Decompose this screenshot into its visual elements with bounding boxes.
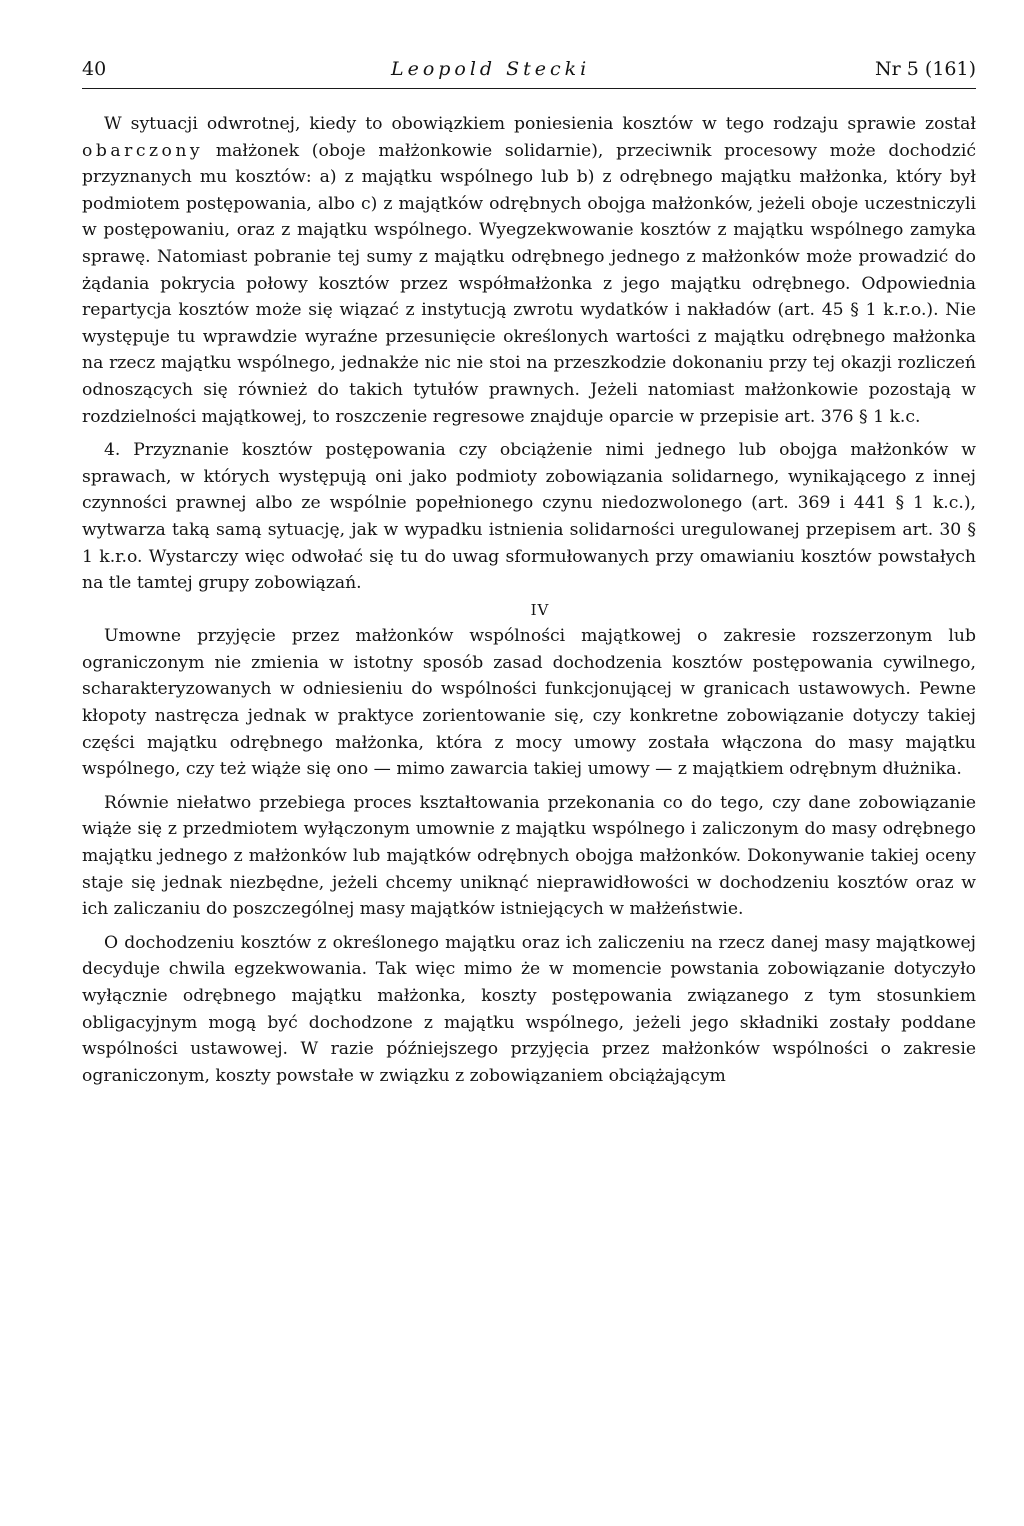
paragraph-3: Umowne przyjęcie przez małżonków wspólności majątkowej o zakresie rozszerzonym lub ograniczonym nie zmienia w istotny sposób zasad dochodzenia kosztów postępowania cywilnego, scharakteryzowanych w odniesieniu do wspólności funkcjonującej w granicach ustawowych. Pewne kłopoty nastręcza jednak w praktyce zorientowanie się, czy konkretne zobowiązanie dotyczy takiej części majątku odrębnego małżonka, która z mocy umowy została włączona do masy majątku wspólnego, czy też wiąże się ono — mimo zawarcia takiej umowy — z majątkiem odrębnym dłużnika.: [82, 626, 976, 780]
paragraph-1: [82, 111, 976, 430]
paragraph-1-part-2: małżonek (oboje małżonkowie solidarnie), przeciwnik procesowy może dochodzić przyznanych mu kosztów: a) z majątku wspólnego lub b) z odrębnego majątku małżonka, który był podmiotem postępowania, albo c) z majątków odrębnych obojga małżonków, jeżeli oboje uczestniczyli w postępowaniu, oraz z majątku wspólnego. Wyegzekwowanie kosztów z majątku wspólnego zamyka sprawę. Natomiast pobranie tej sumy z majątku odrębnego jednego z małżonków może prowadzić do żądania pokrycia połowy kosztów przez współmałżonka z jego majątku odrębnego. Odpowiednia repartycja kosztów może się wiązać z instytucją zwrotu wydatków i nakładów (art. 45 § 1 k.r.o.). Nie występuje tu wprawdzie wyraźne przesunięcie określonych wartości z majątku odrębnego małżonka na rzecz majątku wspólnego, jednakże nic nie stoi na przeszkodzie dokonaniu przy tej okazji rozliczeń odnoszących się również do takich tytułów prawnych. Jeżeli natomiast małżonkowie pozostają w rozdzielności majątkowej, to roszczenie regresowe znajduje oparcie w przepisie art. 376 § 1 k.c.: [82, 140, 976, 427]
paragraph-1-part-1: W sytuacji odwrotnej, kiedy to obowiązkiem poniesienia kosztów w tego rodzaju sprawie został: [104, 114, 976, 134]
emphasized-word: obarczony: [82, 140, 204, 161]
paragraph-4: Równie niełatwo przebiega proces kształtowania przekonania co do tego, czy dane zobowiązanie wiąże się z przedmiotem wyłączonym umownie z majątku wspólnego i zaliczonym do masy odrębnego majątku jednego z małżonków lub majątków odrębnych obojga małżonków. Dokonywanie takiej oceny staje się jednak niezbędne, jeżeli chcemy uniknąć nieprawidłowości w dochodzeniu kosztów oraz w ich zaliczaniu do poszczególnej masy majątków istniejących w małżeństwie.: [82, 792, 976, 920]
running-header: [82, 58, 976, 89]
paragraph-5: O dochodzeniu kosztów z określonego majątku oraz ich zaliczeniu na rzecz danej masy majątkowej decyduje chwila egzekwowania. Tak więc mimo że w momencie powstania zobowiązanie dotyczyło wyłącznie odrębnego majątku małżonka, koszty postępowania związanego z tym stosunkiem obligacyjnym mogą być dochodzone z majątku wspólnego, jeżeli jego składniki zostały poddane wspólności ustawowej. W razie późniejszego przyjęcia przez małżonków wspólności o zakresie ograniczonym, koszty powstałe w związku z zobowiązaniem obciążającym: [82, 932, 976, 1086]
running-author: Leopold Stecki: [390, 58, 591, 80]
document-page: [82, 58, 976, 1089]
article-body: [82, 111, 976, 1089]
page-number: 40: [82, 58, 107, 80]
section-heading: IV: [530, 600, 550, 619]
paragraph-2: 4. Przyznanie kosztów postępowania czy obciążenie nimi jednego lub obojga małżonków w sprawach, w których występują oni jako podmioty zobowiązania solidarnego, wynikającego z innej czynności prawnej albo ze wspólnie popełnionego czynu niedozwolonego (art. 369 i 441 § 1 k.c.), wytwarza taką samą sytuację, jak w wypadku istnienia solidarności uregulowanej przepisem art. 30 § 1 k.r.o. Wystarczy więc odwołać się tu do uwag sformułowanych przy omawianiu kosztów powstałych na tle tamtej grupy zobowiązań.: [82, 440, 976, 594]
issue-number: Nr 5 (161): [875, 58, 976, 80]
